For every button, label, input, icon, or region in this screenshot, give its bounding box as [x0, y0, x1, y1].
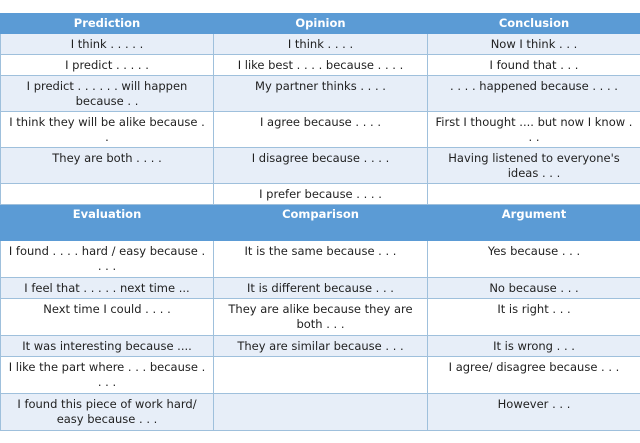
table-cell: I think . . . .	[214, 34, 428, 55]
header-opinion: Opinion	[214, 14, 428, 34]
table-cell: I predict . . . . .	[1, 55, 214, 76]
table-cell	[428, 184, 640, 205]
table-row	[1, 34, 640, 55]
table-row	[1, 55, 640, 76]
table-cell: I disagree because . . . .	[214, 148, 428, 184]
table-cell	[214, 394, 428, 431]
table-cell: I like the part where . . . because . . . .	[1, 357, 214, 394]
table-cell: My partner thinks . . . .	[214, 76, 428, 112]
header-evaluation: Evaluation	[1, 205, 214, 241]
table-cell: It is different because . . .	[214, 278, 428, 299]
table-row	[1, 241, 640, 278]
table-row	[1, 357, 640, 394]
table-cell: It is right . . .	[428, 299, 640, 336]
table-cell: I agree because . . . .	[214, 112, 428, 148]
table-row	[1, 148, 640, 184]
table-cell: I predict . . . . . . will happen because . .	[1, 76, 214, 112]
table-row	[1, 184, 640, 205]
table-cell: I feel that . . . . . next time ...	[1, 278, 214, 299]
table-cell: However . . .	[428, 394, 640, 431]
table-cell: I like best . . . . because . . . .	[214, 55, 428, 76]
table-cell: First I thought .... but now I know . . .	[428, 112, 640, 148]
header-comparison: Comparison	[214, 205, 428, 241]
sentence-starters-sheet	[0, 13, 640, 431]
table-cell: They are similar because . . .	[214, 336, 428, 357]
table-cell: It was interesting because ....	[1, 336, 214, 357]
header-argument: Argument	[428, 205, 640, 241]
table-row	[1, 278, 640, 299]
table-cell: I found . . . . hard / easy because . . . .	[1, 241, 214, 278]
table-cell: I think they will be alike because . .	[1, 112, 214, 148]
table-cell: I think . . . . .	[1, 34, 214, 55]
table-cell	[1, 184, 214, 205]
table-cell: Next time I could . . . .	[1, 299, 214, 336]
table-cell: It is the same because . . .	[214, 241, 428, 278]
table-row	[1, 112, 640, 148]
table-cell: Having listened to everyone's ideas . . .	[428, 148, 640, 184]
table-cell: I found this piece of work hard/ easy because . . .	[1, 394, 214, 431]
table-row	[1, 76, 640, 112]
table-row	[1, 299, 640, 336]
table-cell: . . . . happened because . . . .	[428, 76, 640, 112]
table-cell: I prefer because . . . .	[214, 184, 428, 205]
table-cell: Yes because . . .	[428, 241, 640, 278]
table-cell: I agree/ disagree because . . .	[428, 357, 640, 394]
section1-header-row	[1, 14, 640, 34]
table-cell	[214, 357, 428, 394]
table-cell: Now I think . . .	[428, 34, 640, 55]
table-cell: They are both . . . .	[1, 148, 214, 184]
table-cell: It is wrong . . .	[428, 336, 640, 357]
table-row	[1, 394, 640, 431]
header-prediction: Prediction	[1, 14, 214, 34]
header-conclusion: Conclusion	[428, 14, 640, 34]
table-cell: They are alike because they are both . . .	[214, 299, 428, 336]
table-cell: I found that . . .	[428, 55, 640, 76]
table-cell: No because . . .	[428, 278, 640, 299]
sentence-starters-table	[0, 13, 640, 431]
section2-header-row	[1, 205, 640, 241]
table-row	[1, 336, 640, 357]
